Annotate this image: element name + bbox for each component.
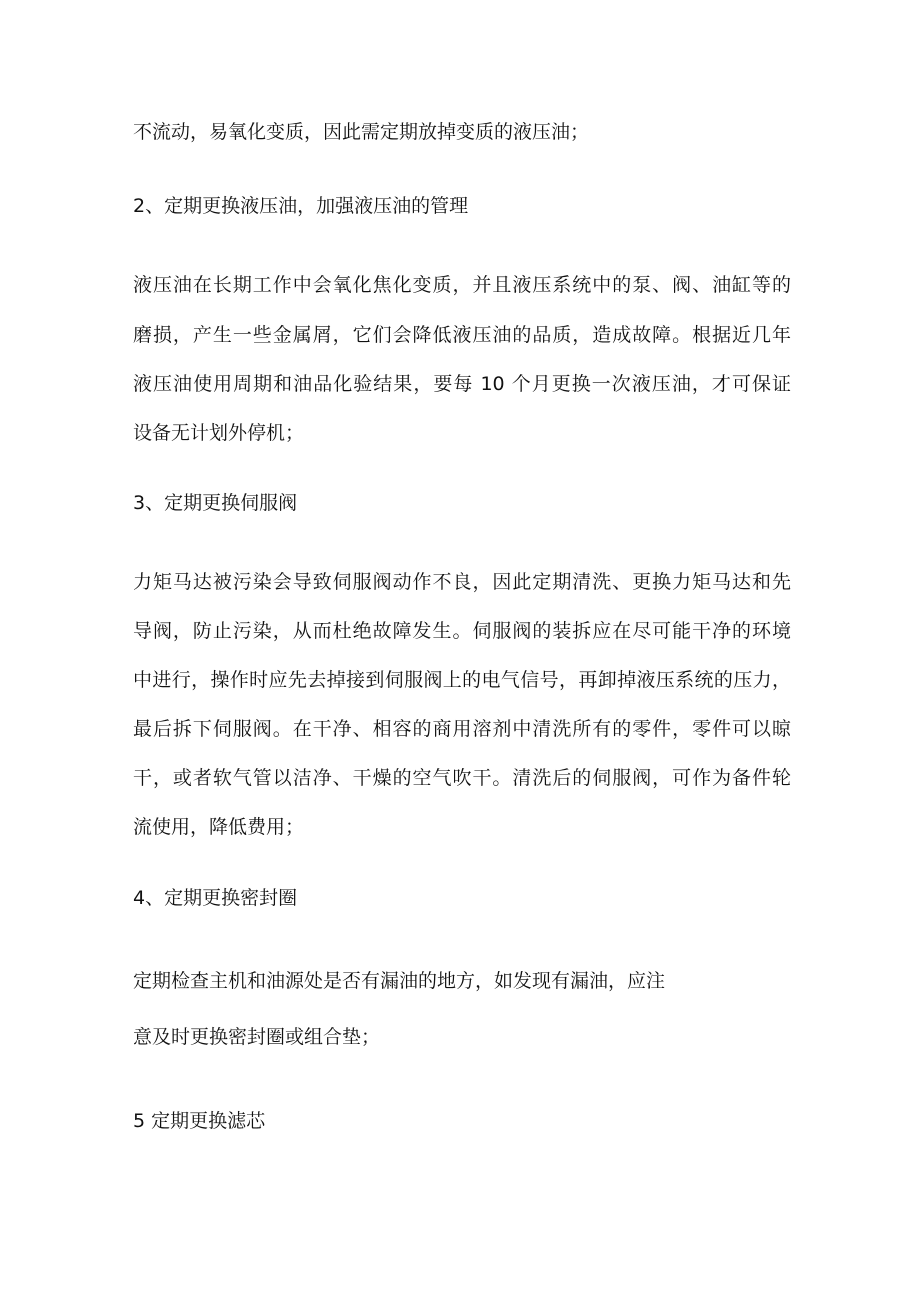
section-heading-5: 5 定期更换滤芯 <box>133 1110 266 1132</box>
section-heading-3: 3、定期更换伺服阀 <box>133 492 298 514</box>
paragraph-line: 导阀，防止污染，从而杜绝故障发生。伺服阀的装拆应在尽可能干净的环境 <box>133 620 791 642</box>
paragraph-line: 力矩马达被污染会导致伺服阀动作不良，因此定期清洗、更换力矩马达和先 <box>133 571 791 593</box>
paragraph-line: 设备无计划外停机； <box>133 422 305 444</box>
paragraph-line: 液压油使用周期和油品化验结果，要每 10 个月更换一次液压油，才可保证 <box>133 373 791 395</box>
paragraph-line: 意及时更换密封圈或组合垫； <box>133 1026 381 1048</box>
paragraph-line: 最后拆下伺服阀。在干净、相容的商用溶剂中清洗所有的零件，零件可以晾 <box>133 718 791 740</box>
paragraph-line: 磨损，产生一些金属屑，它们会降低液压油的品质，造成故障。根据近几年 <box>133 324 791 346</box>
paragraph-line: 中进行，操作时应先去掉接到伺服阀上的电气信号，再卸掉液压系统的压力， <box>133 669 791 691</box>
paragraph-line: 不流动，易氧化变质，因此需定期放掉变质的液压油； <box>133 121 590 143</box>
paragraph-line: 流使用，降低费用； <box>133 816 305 838</box>
paragraph-line: 液压油在长期工作中会氧化焦化变质，并且液压系统中的泵、阀、油缸等的 <box>133 274 791 296</box>
section-heading-4: 4、定期更换密封圈 <box>133 887 298 909</box>
section-heading-2: 2、定期更换液压油，加强液压油的管理 <box>133 195 469 217</box>
paragraph-line: 定期检查主机和油源处是否有漏油的地方，如发现有漏油，应注 <box>133 970 666 992</box>
paragraph-line: 干，或者软气管以洁净、干燥的空气吹干。清洗后的伺服阀，可作为备件轮 <box>133 767 791 789</box>
